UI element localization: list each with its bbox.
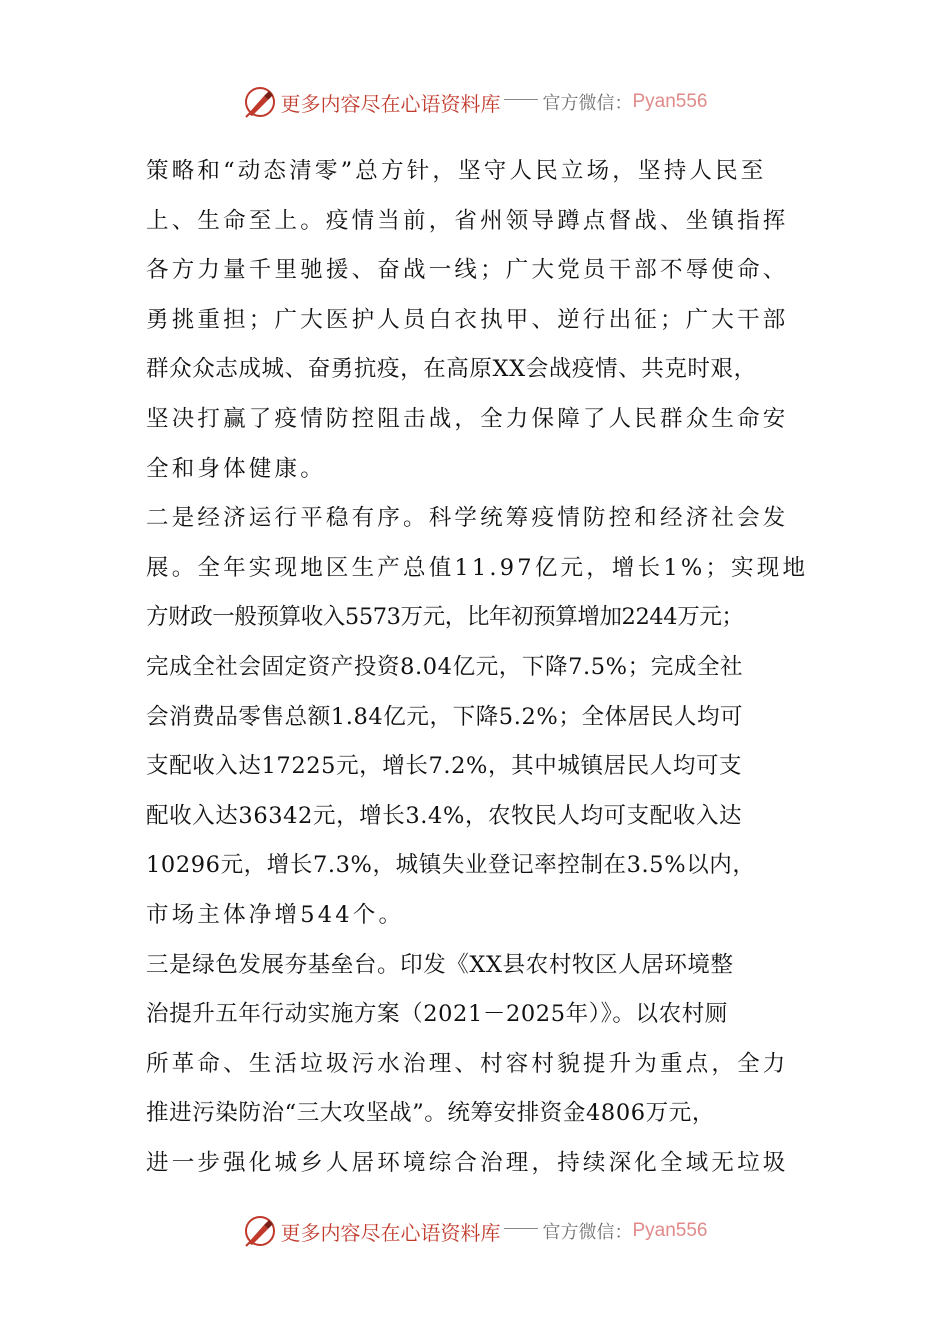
text-line: 上、生命至上。疫情当前，省州领导蹲点督战、坐镇指挥 — [146, 207, 789, 234]
text-line: 支配收入达17225元，增长7.2%，其中城镇居民人均可支 — [146, 753, 743, 780]
text-line: 进一步强化城乡人居环境综合治理，持续深化全域无垃圾 — [146, 1149, 789, 1176]
text-line: 策略和“动态清零”总方针，坚守人民立场，坚持人民至 — [146, 158, 767, 184]
header-watermark-banner — [0, 80, 950, 124]
text-line: 各方力量千里驰援、奋战一线；广大党员干部不辱使命、 — [146, 257, 789, 284]
text-line: 10296元，增长7.3%，城镇失业登记率控制在3.5%以内， — [146, 852, 756, 879]
text-line: 推进污染防治“三大攻坚战”。统筹安排资金4806万元， — [146, 1100, 715, 1127]
pen-nib-logo-icon — [242, 84, 278, 120]
text-line: 会消费品零售总额1.84亿元，下降5.2%；全体居民人均可 — [146, 703, 744, 730]
wechat-id: Pyan556 — [632, 1220, 708, 1241]
brand-text: 更多内容尽在心语资料库 — [280, 1220, 501, 1245]
divider-dash — [504, 1228, 538, 1229]
text-line: 展。全年实现地区生产总值11.97亿元，增长1%；实现地 — [146, 554, 809, 581]
text-line: 群众众志成城、奋勇抗疫，在高原XX会战疫情、共克时艰， — [146, 356, 757, 383]
text-line: 市场主体净增544个。 — [146, 901, 405, 928]
text-line: 所革命、生活垃圾污水治理、村容村貌提升为重点，全力 — [146, 1050, 789, 1077]
pen-nib-logo-icon — [242, 1213, 278, 1249]
official-label: 官方微信： — [542, 1222, 633, 1243]
text-line: 完成全社会固定资产投资8.04亿元，下降7.5%；完成全社 — [146, 653, 744, 680]
footer-watermark-banner — [0, 1209, 950, 1253]
wechat-id: Pyan556 — [632, 91, 708, 112]
text-line: 坚决打赢了疫情防控阻击战，全力保障了人民群众生命安 — [146, 405, 789, 432]
text-line: 全和身体健康。 — [146, 455, 326, 482]
text-line: 勇挑重担；广大医护人员白衣执甲、逆行出征；广大干部 — [146, 306, 789, 333]
official-label: 官方微信： — [542, 93, 633, 114]
document-body — [146, 147, 818, 1188]
text-line: 方财政一般预算收入5573万元，比年初预算增加2244万元； — [146, 604, 744, 631]
text-line: 三是绿色发展夯基垒台。印发《XX县农村牧区人居环境整 — [146, 951, 734, 978]
text-line: 配收入达36342元，增长3.4%，农牧民人均可支配收入达 — [146, 802, 743, 829]
text-line: 治提升五年行动实施方案（2021－2025年）》。以农村厕 — [146, 1001, 728, 1028]
text-line: 二是经济运行平稳有序。科学统筹疫情防控和经济社会发 — [146, 505, 789, 532]
divider-dash — [504, 99, 538, 100]
brand-text: 更多内容尽在心语资料库 — [280, 91, 501, 116]
